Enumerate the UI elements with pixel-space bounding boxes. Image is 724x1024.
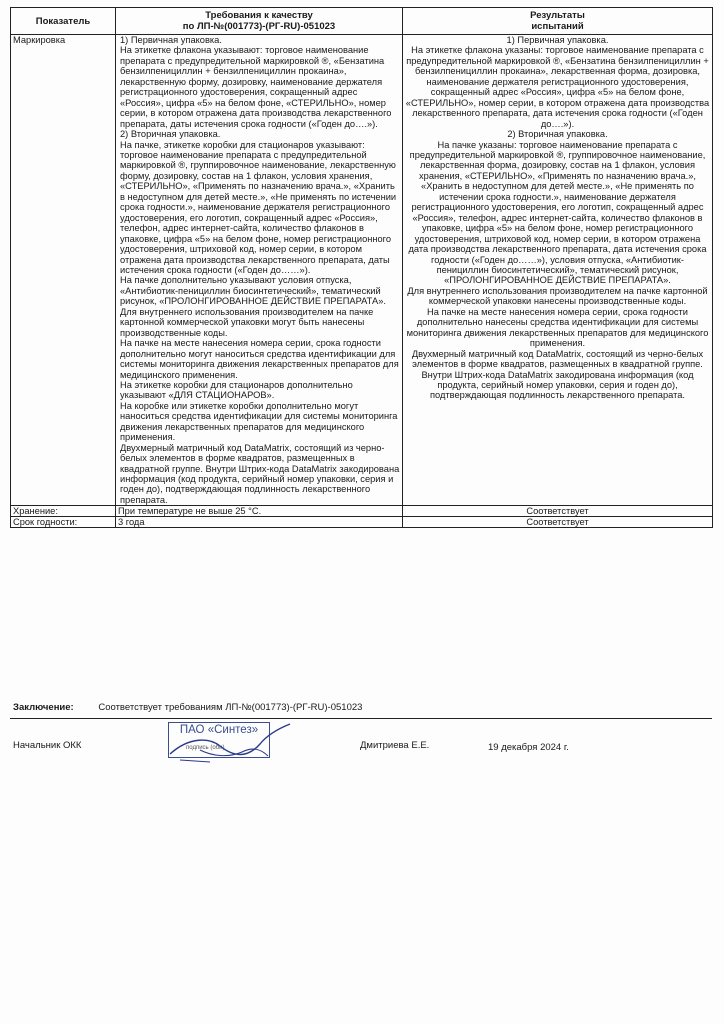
res-paragraph: На этикетке флакона указаны: торговое наименование препарата с предупредительной маркировкой ®, «Бензатина бензилпенициллин + бензилпенициллин прокаина», лекарственная форма, дозировка, наименование держателя регистрационного удостоверения, сокращенный адрес «Россия», цифра «5» на белом фоне, «СТЕРИЛЬНО», номер серии, в котором отражена дата производства лекарственного препарата, дата истечения срока годности («Годен до….»). [405, 45, 710, 129]
res-paragraph: На пачке на месте нанесения номера серии, срока годности дополнительно нанесены средства идентификации для системы мониторинга движения лекарственных препаратов для медицинского применения. [406, 306, 709, 349]
storage-requirement: При температуре не выше 25 °С. [116, 506, 403, 517]
res-paragraph: На пачке указаны: торговое наименование препарата с предупредительной маркировкой ®, группировочное наименование, лекарственная форма, дозировку, состав на 1 флакон, условия хранения, «СТЕРИЛЬНО», «Применять по назначению врача.», «Хранить в недоступном для детей месте.», «Не применять по истечении срока годности.», наименование держателя регистрационного удостоверения, его логотип, сокращенный адрес «Россия», телефон, адрес интернет-сайта, количество флаконов в упаковке, цифра «5» на белом фоне, номер регистрационного удостоверения, штриховой код, номер серии, в котором отражена дата производства лекарственного препарата, дата истечения срока годности («Годен до……»), условия отпуска, «Антибиотик-пенициллин биосинтетический», тематический рисунок, «ПРОЛОНГИРОВАННОЕ ДЕЙСТВИЕ ПРЕПАРАТА». [408, 139, 707, 286]
conclusion-text: Соответствует требованиям ЛП-№(001773)-(РГ-RU)-051023 [98, 702, 363, 713]
stamp-subtitle: подпись (оби) [186, 745, 225, 751]
handwritten-signature [150, 716, 310, 776]
req-paragraph: На пачке на месте нанесения номера серии, срока годности дополнительно могут наноситься средства идентификации для системы мониторинга движения лекарственных препаратов для медицинского применения. [120, 338, 399, 380]
header-requirements [116, 8, 403, 35]
res-paragraph: 1) Первичная упаковка. [506, 35, 609, 45]
signoff-date: 19 декабря 2024 г. [488, 742, 569, 753]
table-header-row [11, 8, 713, 35]
signer-position: Начальник ОКК [13, 740, 82, 751]
res-paragraph: Двухмерный матричный код DataMatrix, состоящий из черно-белых элементов в форме квадратов, размещенных в квадратной группе. Внутри Штрих-кода DataMatrix закодирована информация (код продукта, серийный номер упаковки, серия и годен до), подтверждающая подлинность лекарственного препарата. [411, 348, 704, 401]
res-paragraph: Для внутреннего использования производителем на пачке картонной коммерческой упаковки нанесены производственные коды. [407, 285, 708, 307]
header-requirements-line2: по ЛП-№(001773)-(РГ-RU)-051023 [182, 21, 336, 32]
header-results-line2: испытаний [531, 21, 584, 32]
quality-table [10, 7, 713, 528]
shelf-life-result: Соответствует [403, 517, 713, 528]
storage-indicator: Хранение: [11, 506, 116, 517]
labeling-row [11, 35, 713, 506]
req-paragraph: На пачке, этикетке коробки для стационаров указывают: торговое наименование препарата с предупредительной маркировкой ®, группировочное наименование, лекарственную форму, дозировку, состав на 1 флакон, условия хранения, «СТЕРИЛЬНО», «Применять по назначению врача.», «Хранить в недоступном для детей месте.», «Не применять по истечении срока годности.», наименование держателя регистрационного удостоверения, его логотип, сокращенный адрес «Россия», телефон, адрес интернет-сайта, количество флаконов в упаковке, цифра «5» на белом фоне, номер регистрационного удостоверения, штриховой код, номер серии, в котором отражена дата производства лекарственного препарата, даты истечения срока годности («Годен до……»). [120, 139, 397, 275]
header-results-line1: Результаты [530, 10, 585, 21]
req-paragraph: 1) Первичная упаковка. [120, 35, 222, 45]
stamp-title: ПАО «Синтез» [179, 724, 259, 736]
req-paragraph: Для внутреннего использования производителем на пачке картонной коммерческой упаковки могут быть нанесены производственные коды. [120, 306, 374, 338]
header-indicator: Показатель [11, 8, 116, 35]
header-requirements-line1: Требования к качеству [205, 10, 313, 21]
res-paragraph: 2) Вторичная упаковка. [507, 129, 608, 140]
shelf-life-indicator: Срок годности: [11, 517, 116, 528]
conclusion-label: Заключение: [13, 702, 74, 713]
req-paragraph: На этикетке флакона указывают: торговое наименование препарата с предупредительной маркировкой ®, «Бензатина бензилпенициллин + бензилпенициллин прокаина», лекарственную форму, дозировку, наименование держателя регистрационного удостоверения, сокращенный адрес «Россия», цифра «5» на белом фоне, «СТЕРИЛЬНО», номер серии, в котором отражена дата производства лекарственного препарата, даты истечения срока годности («Годен до….»). [120, 45, 392, 129]
labeling-indicator: Маркировка [11, 35, 116, 506]
signer-name: Дмитриева Е.Е. [360, 740, 430, 751]
conclusion-divider [10, 718, 712, 719]
shelf-life-row [11, 517, 713, 528]
labeling-results [403, 35, 713, 506]
req-paragraph: На коробке или этикетке коробки дополнительно могут наноситься средства идентификации для системы мониторинга движения лекарственных препаратов для медицинского применения. [120, 400, 398, 443]
req-paragraph: Двухмерный матричный код DataMatrix, состоящий из черно-белых элементов в форме квадратов, размещенных в квадратной группе. Внутри Штрих-кода DataMatrix закодирована информация (код продукта, серийный номер упаковки, серия и годен до), подтверждающая подлинность лекарственного препарата. [120, 442, 400, 505]
storage-result: Соответствует [403, 506, 713, 517]
req-paragraph: 2) Вторичная упаковка. [120, 129, 221, 140]
conclusion [13, 702, 362, 713]
header-results [403, 8, 713, 35]
labeling-requirements [116, 35, 403, 506]
shelf-life-requirement: 3 года [116, 517, 403, 528]
req-paragraph: На пачке дополнительно указывают условия отпуска, «Антибиотик-пенициллин биосинтетический», тематический рисунок, «ПРОЛОНГИРОВАННОЕ ДЕЙСТВИЕ ПРЕПАРАТА». [120, 275, 386, 307]
storage-row [11, 506, 713, 517]
req-paragraph: На этикетке коробки для стационаров дополнительно указывают «ДЛЯ СТАЦИОНАРОВ». [120, 379, 353, 401]
